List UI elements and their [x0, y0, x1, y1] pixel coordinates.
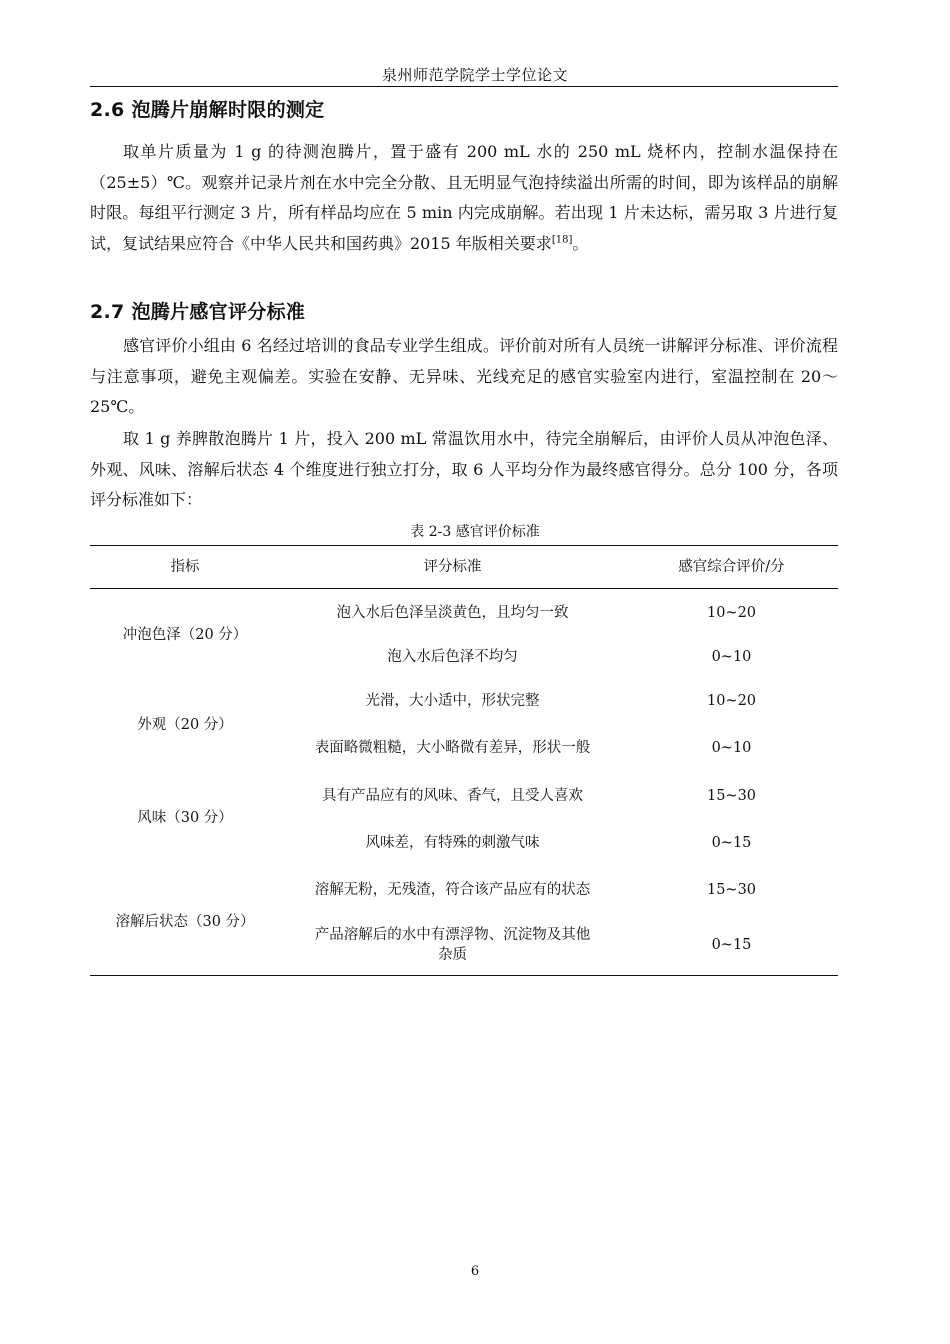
table-criterion-line: 产品溶解后的水中有漂浮物、沉淀物及其他 — [314, 927, 591, 943]
paragraph-text: 取单片质量为 1 g 的待测泡腾片，置于盛有 200 mL 水的 250 mL 烧杯内，控制水温保持在（25±5）℃。观察并记录片剂在水中完全分散、且无明显气泡持续溢出所需的时间，即为该样品的崩解时限。每组平行测定 3 片，所有样品均应在 5 min 内完成崩解。若出现 1 片未达标，需另取 3 片进行复试，复试结果应符合《中华人民共和国药典》2015 年版相关要求 — [90, 142, 838, 253]
table-score-cell: 0~10 — [711, 649, 752, 665]
paragraph-end: 。 — [572, 233, 589, 253]
table-header-criterion: 评分标准 — [423, 559, 482, 575]
table-score-cell: 0~10 — [711, 740, 752, 756]
running-header: 泉州师范学院学士学位论文 — [381, 66, 568, 84]
table-criterion-cell: 具有产品应有的风味、香气，且受人喜欢 — [322, 788, 583, 804]
table-criterion-cell: 溶解无粉，无残渣，符合该产品应有的状态 — [314, 882, 591, 898]
table-criterion-cell: 泡入水后色泽不均匀 — [387, 649, 518, 665]
table-indicator-cell: 外观（20 分） — [137, 717, 233, 733]
table-criterion-line: 杂质 — [438, 947, 467, 963]
table-score-cell: 15~30 — [706, 882, 757, 898]
page-number: 6 — [470, 1264, 480, 1279]
table-indicator-cell: 冲泡色泽（20 分） — [122, 627, 248, 643]
table-score-cell: 15~30 — [706, 788, 757, 804]
header-divider — [90, 86, 838, 87]
section-heading-2-7: 2.7 泡腾片感官评分标准 — [90, 301, 306, 323]
section-heading-2-6: 2.6 泡腾片崩解时限的测定 — [90, 99, 325, 121]
section-2-7-paragraph-1: 感官评价小组由 6 名经过培训的食品专业学生组成。评价前对所有人员统一讲解评分标准、评价流程与注意事项，避免主观偏差。实验在安静、无异味、光线充足的感官实验室内进行，室温控制在 20～25℃。 — [90, 336, 838, 416]
table-criterion-cell: 表面略微粗糙，大小略微有差异，形状一般 — [314, 740, 591, 756]
table-indicator-cell: 溶解后状态（30 分） — [115, 914, 255, 930]
citation-18: [18] — [551, 234, 573, 246]
section-2-6-paragraph — [90, 137, 838, 259]
table-caption: 表 2-3 感官评价标准 — [410, 524, 540, 540]
table-header-indicator: 指标 — [170, 559, 200, 575]
table-score-cell: 0~15 — [711, 937, 752, 953]
table-criterion-cell: 泡入水后色泽呈淡黄色，且均匀一致 — [336, 605, 569, 621]
table-header-score: 感官综合评价/分 — [678, 559, 785, 575]
table-top-rule — [90, 545, 838, 546]
table-criterion-cell — [280, 925, 625, 965]
table-score-cell: 0~15 — [711, 835, 752, 851]
table-header-rule — [90, 588, 838, 589]
table-bottom-rule — [90, 975, 838, 976]
table-score-cell: 10~20 — [706, 605, 757, 621]
section-2-7-paragraph-2: 取 1 g 养脾散泡腾片 1 片，投入 200 mL 常温饮用水中，待完全崩解后，由评价人员从冲泡色泽、外观、风味、溶解后状态 4 个维度进行独立打分，取 6 人平均分作为最终感官得分。总分 100 分，各项评分标准如下： — [90, 429, 838, 509]
table-criterion-cell: 光滑，大小适中，形状完整 — [365, 693, 540, 709]
table-indicator-cell: 风味（30 分） — [137, 810, 233, 826]
table-score-cell: 10~20 — [706, 693, 757, 709]
table-criterion-cell: 风味差，有特殊的刺激气味 — [365, 835, 540, 851]
